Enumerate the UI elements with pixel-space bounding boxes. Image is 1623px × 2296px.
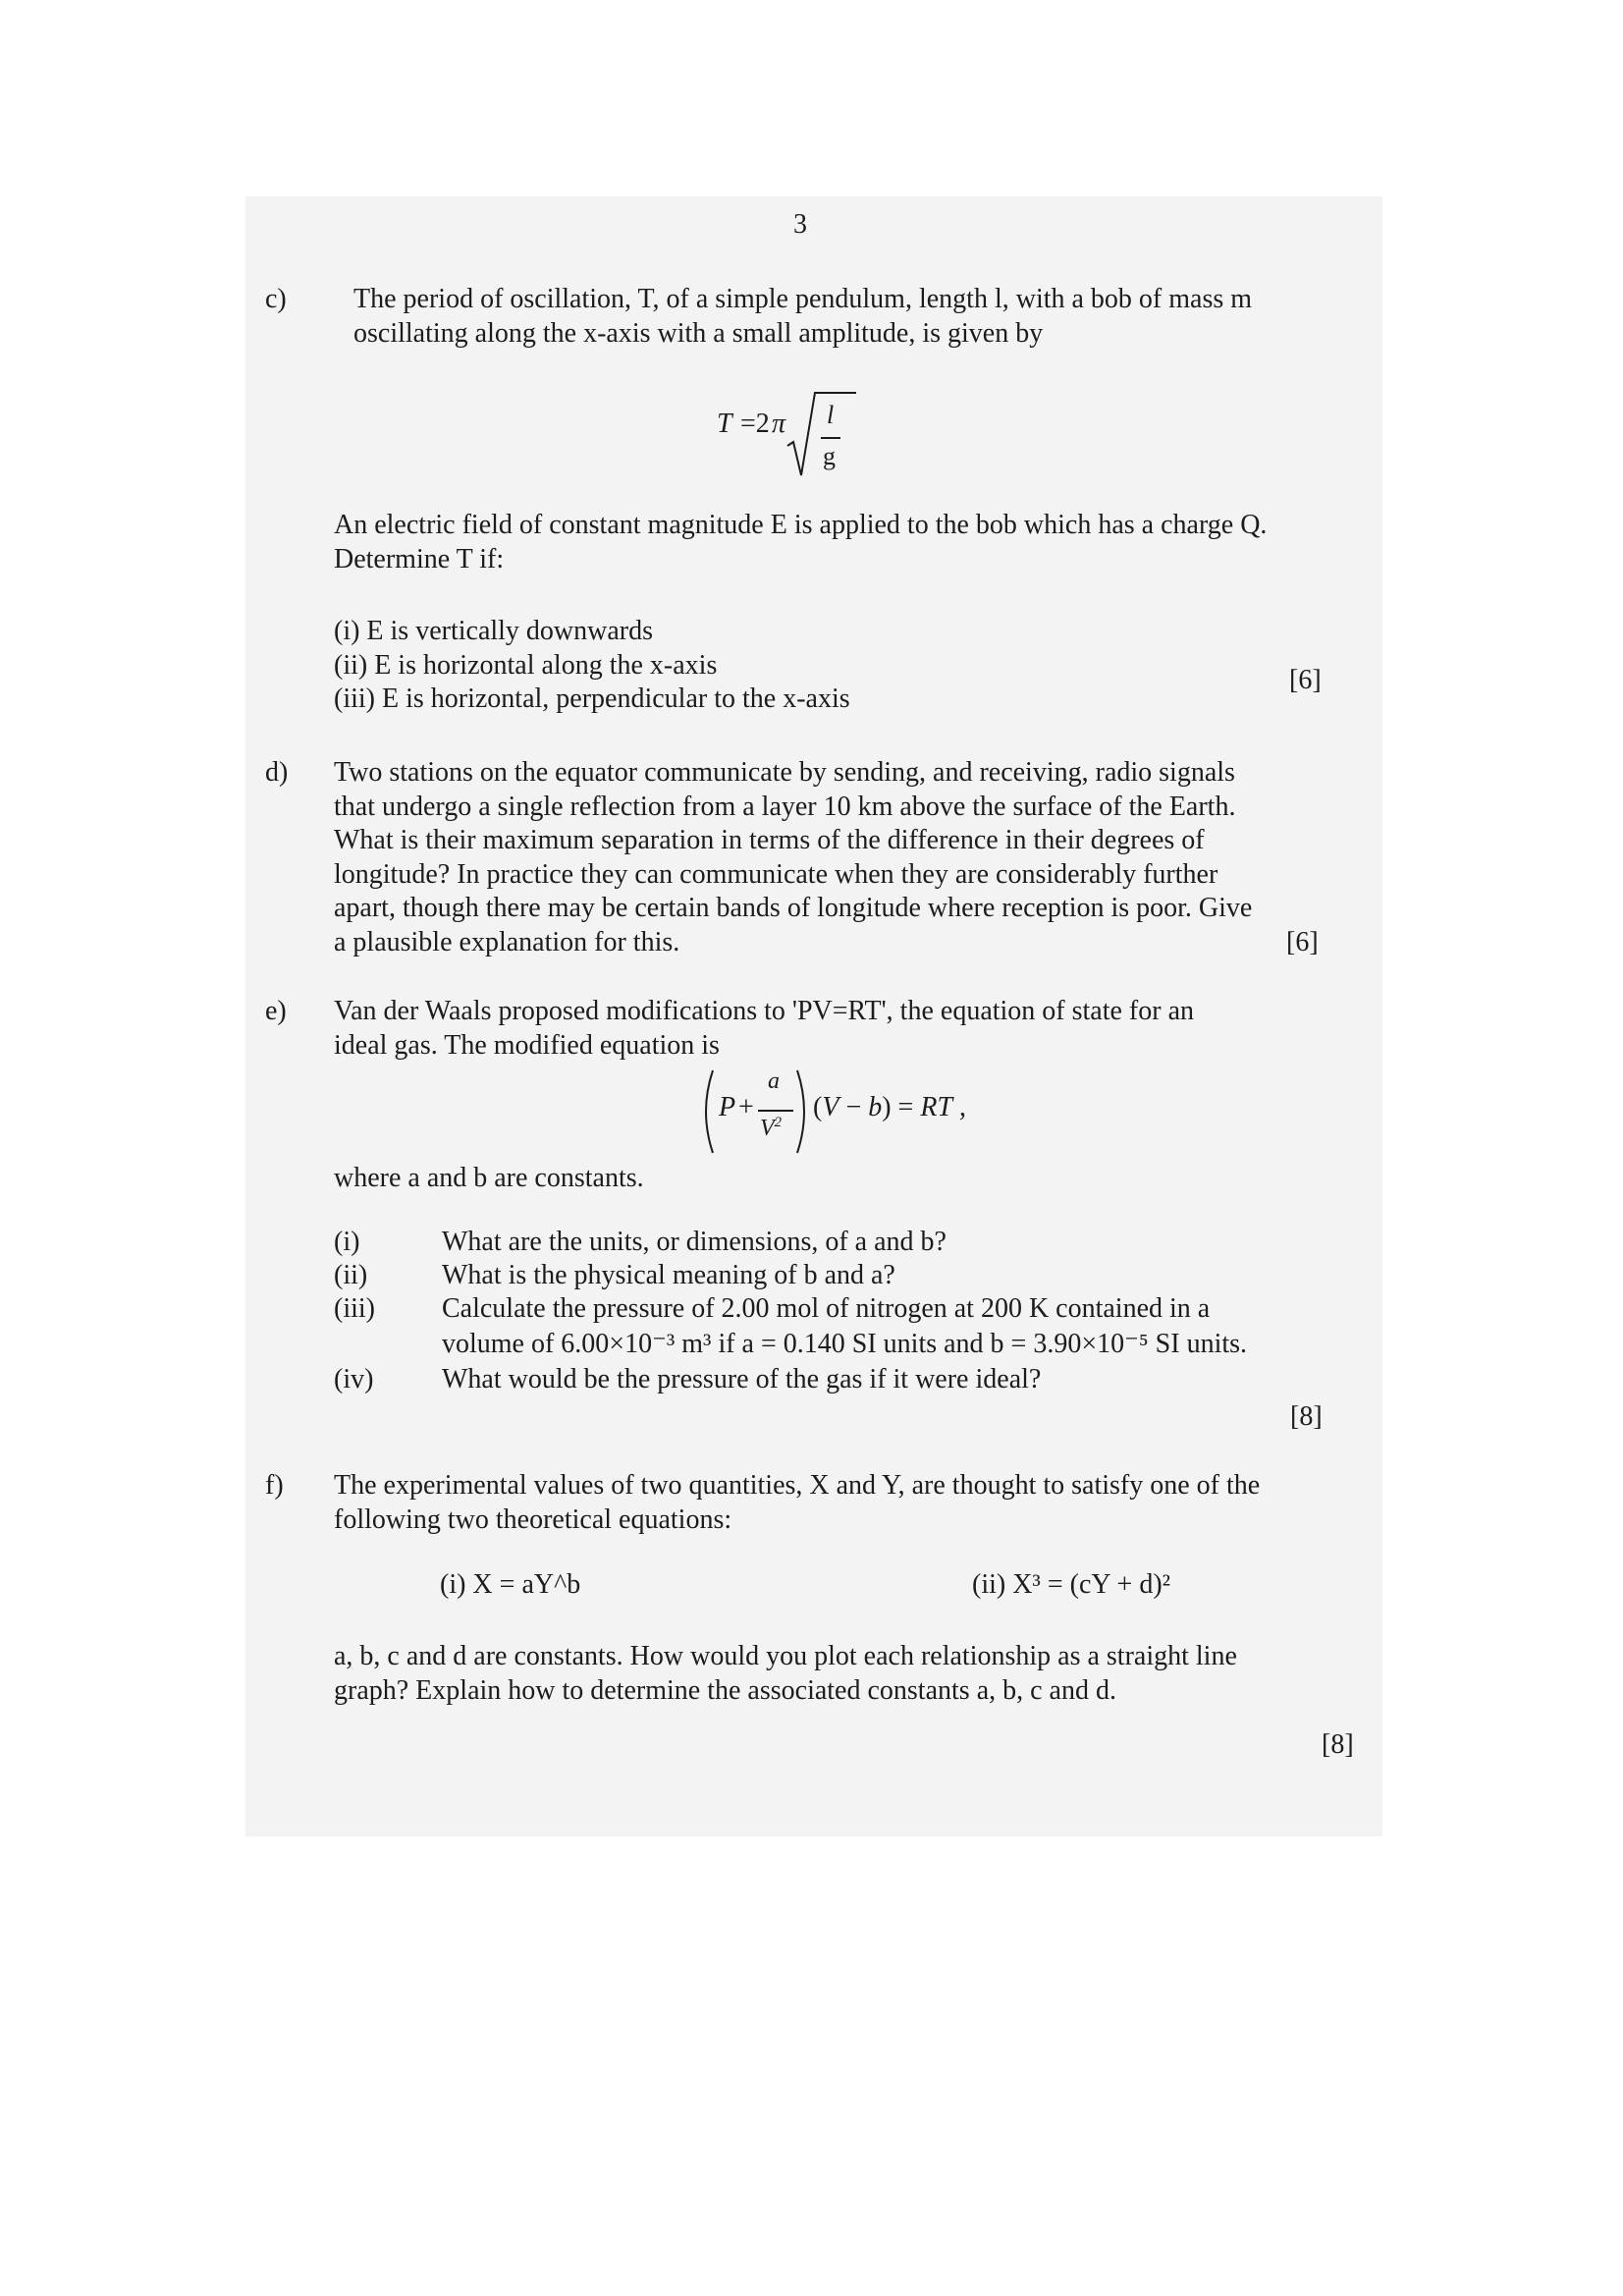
question-c-part-ii: (ii) E is horizontal along the x-axis: [334, 649, 718, 681]
question-f-label: f): [265, 1470, 284, 1501]
question-d-line-3: What is their maximum separation in terms of the difference in their degrees of: [334, 825, 1205, 855]
question-d-label: d): [265, 757, 289, 788]
question-e-part-iii-text: Calculate the pressure of 2.00 mol of nitrogen at 200 K contained in a: [442, 1293, 1211, 1324]
formula-pi: π: [772, 409, 786, 439]
question-c-line-4: Determine T if:: [334, 543, 505, 574]
formula-lhs: T: [717, 409, 732, 439]
question-f-line-2: following two theoretical equations:: [334, 1503, 732, 1535]
question-c-line-3: An electric field of constant magnitude E is applied to the bob which has a charge Q.: [334, 510, 1268, 540]
question-c-intro: [353, 283, 1252, 351]
question-c-part-i: (i) E is vertically downwards: [334, 616, 654, 646]
question-d-line-6: a plausible explanation for this.: [334, 926, 680, 957]
question-d-marks: [6]: [1286, 927, 1319, 957]
formula-fraction-bar: [756, 1108, 795, 1114]
pendulum-formula: [717, 389, 893, 487]
question-d-line-2: that undergo a single reflection from a layer 10 km above the surface of the Earth.: [334, 791, 1236, 822]
question-f-task: [334, 1640, 1237, 1708]
question-d-line-4: longitude? In practice they can communicate when they are considerably further: [334, 858, 1218, 890]
question-e-label: e): [265, 996, 287, 1026]
question-c-line-1: The period of oscillation, T, of a simple pendulum, length l, with a bob of mass m: [353, 284, 1253, 314]
equation-ii: (ii) X³ = (cY + d)²: [972, 1569, 1171, 1600]
equation-i: (i) X = aY^b: [440, 1569, 581, 1600]
formula-eq: =2: [740, 409, 770, 439]
question-d-line-1: Two stations on the equator communicate by sending, and receiving, radio signals: [334, 757, 1235, 788]
question-e-line-1: Van der Waals proposed modifications to 'PV=RT', the equation of state for an: [334, 996, 1195, 1026]
square-root-sign: [785, 389, 864, 487]
question-e-part-ii-text: What is the physical meaning of b and a?: [442, 1260, 895, 1290]
question-d-line-5: apart, though there may be certain bands of longitude where reception is poor. Give: [334, 893, 1253, 923]
formula-rest: (V − b) = RT ,: [813, 1092, 967, 1122]
question-c-line-2: oscillating along the x-axis with a small amplitude, is given by: [353, 317, 1044, 349]
question-f-marks: [8]: [1322, 1729, 1354, 1760]
question-e-part-i-text: What are the units, or dimensions, of a and b?: [442, 1227, 947, 1257]
question-c-marks: [6]: [1289, 665, 1322, 695]
exam-page: [245, 196, 1382, 1836]
question-e-part-iv-text: What would be the pressure of the gas if it were ideal?: [442, 1364, 1042, 1394]
question-e-intro: [334, 995, 1194, 1063]
van-der-waals-formula: [697, 1066, 967, 1157]
question-e-marks: [8]: [1290, 1401, 1323, 1432]
formula-p: P: [719, 1092, 736, 1122]
formula-a: a: [768, 1068, 780, 1094]
question-e-part-i-num: (i): [334, 1227, 360, 1257]
formula-numerator: l: [827, 401, 835, 429]
question-f-line-3: a, b, c and d are constants. How would you plot each relationship as a straight line: [334, 1641, 1237, 1671]
formula-v-squared: $V^2$: [760, 1115, 783, 1141]
question-c-label: c): [265, 284, 287, 314]
question-c-part-iii: (iii) E is horizontal, perpendicular to the x-axis: [334, 683, 850, 714]
question-e-part-iii-num: (iii): [334, 1293, 375, 1324]
question-f-line-1: The experimental values of two quantities, X and Y, are thought to satisfy one of the: [334, 1470, 1261, 1501]
page-number: 3: [793, 209, 807, 240]
formula-left-bracket: [697, 1066, 717, 1157]
question-e-part-ii-num: (ii): [334, 1260, 368, 1290]
question-e-part-iv-num: (iv): [334, 1364, 374, 1394]
question-d-text: [334, 756, 1252, 959]
question-c-field: [334, 509, 1267, 576]
question-f-intro: [334, 1469, 1260, 1537]
formula-plus: +: [738, 1092, 754, 1122]
question-e-constants: [334, 1162, 644, 1196]
formula-denominator: g: [823, 442, 836, 470]
question-e-line-3: where a and b are constants.: [334, 1163, 644, 1193]
formula-right-bracket: [793, 1066, 813, 1157]
question-e-line-2: ideal gas. The modified equation is: [334, 1029, 720, 1061]
question-c-parts: [334, 615, 850, 717]
question-f-line-4: graph? Explain how to determine the associated constants a, b, c and d.: [334, 1674, 1116, 1706]
question-e-part-iii-cont: volume of 6.00×10⁻³ m³ if a = 0.140 SI units and b = 3.90×10⁻⁵ SI units.: [442, 1329, 1248, 1359]
